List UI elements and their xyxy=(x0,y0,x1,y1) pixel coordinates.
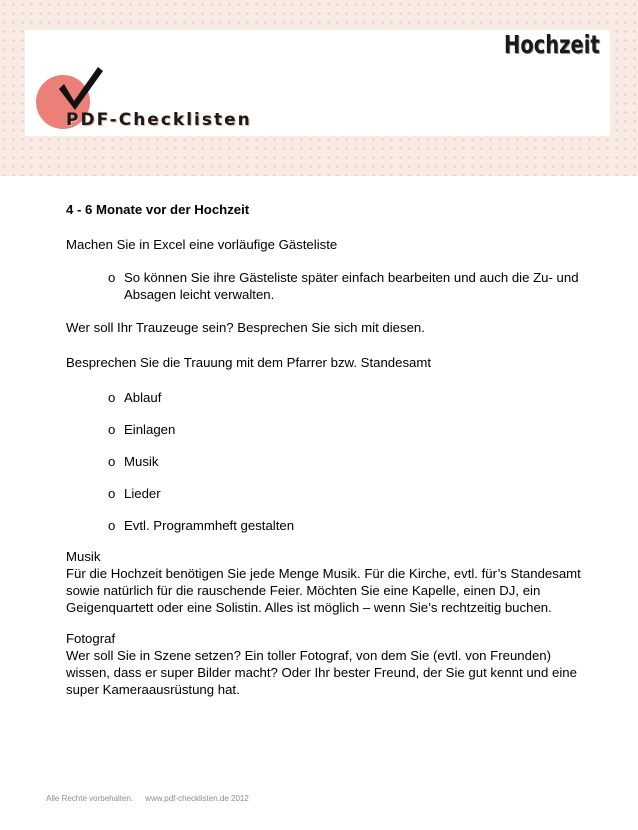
sub-item-text: Einlagen xyxy=(124,422,176,437)
musik-section xyxy=(66,548,596,616)
checklist-item-trauung: Besprechen Sie die Trauung mit dem Pfarrer bzw. Standesamt xyxy=(66,355,432,370)
footer-rights: Alle Rechte vorbehalten. xyxy=(46,794,134,803)
bullet-circle-icon: o xyxy=(108,270,116,285)
fotograf-text: Wer soll Sie in Szene setzen? Ein toller Fotograf, von dem Sie (evtl. von Freunden) wissen, dass er super Bilder macht? Oder Ihr bester Freund, der Sie gut kennt und eine super Kameraausrüstung hat. xyxy=(66,648,577,697)
bullet-circle-icon: o xyxy=(108,486,116,501)
page-title: Hochzeit xyxy=(504,30,600,59)
sub-item-musik xyxy=(66,453,596,470)
checklist-item-trauzeuge: Wer soll Ihr Trauzeuge sein? Besprechen Sie sich mit diesen. xyxy=(66,320,425,335)
sub-item-text: Lieder xyxy=(124,486,161,501)
bullet-circle-icon: o xyxy=(108,422,116,437)
sub-item-text: Evtl. Programmheft gestalten xyxy=(124,518,295,533)
footer-url: www.pdf-checklisten.de 2012 xyxy=(145,794,249,803)
sub-item-gaesteliste-hint xyxy=(66,269,596,303)
bullet-circle-icon: o xyxy=(108,390,116,405)
sub-item-einlagen xyxy=(66,421,596,438)
sub-item-programmheft xyxy=(66,517,596,534)
checklist-item-gaesteliste: Machen Sie in Excel eine vorläufige Gästeliste xyxy=(66,237,338,252)
musik-text: Für die Hochzeit benötigen Sie jede Menge Musik. Für die Kirche, evtl. für’s Standesamt sowie natürlich für die rauschende Feier. Möchten Sie eine Kapelle, einen DJ, ein Geigenquartett oder eine Solistin. Alles ist möglich – wenn Sie’s rechtzeitig buchen. xyxy=(66,566,581,615)
bullet-circle-icon: o xyxy=(108,454,116,469)
page-footer xyxy=(46,794,249,803)
sub-item-text: So können Sie ihre Gästeliste später einfach bearbeiten und auch die Zu- und Absagen leicht verwalten. xyxy=(124,270,579,302)
sub-item-text: Ablauf xyxy=(124,390,162,405)
bullet-circle-icon: o xyxy=(108,518,116,533)
section-heading: 4 - 6 Monate vor der Hochzeit xyxy=(66,202,250,217)
sub-item-ablauf xyxy=(66,389,596,406)
sub-item-lieder xyxy=(66,485,596,502)
musik-title: Musik xyxy=(66,549,101,564)
checklist-content xyxy=(66,201,596,698)
fotograf-section xyxy=(66,630,596,698)
checkmark-icon xyxy=(55,62,105,114)
sub-item-text: Musik xyxy=(124,454,159,469)
brand-logo-text: PDF-Checklisten xyxy=(66,110,252,130)
fotograf-title: Fotograf xyxy=(66,631,116,646)
